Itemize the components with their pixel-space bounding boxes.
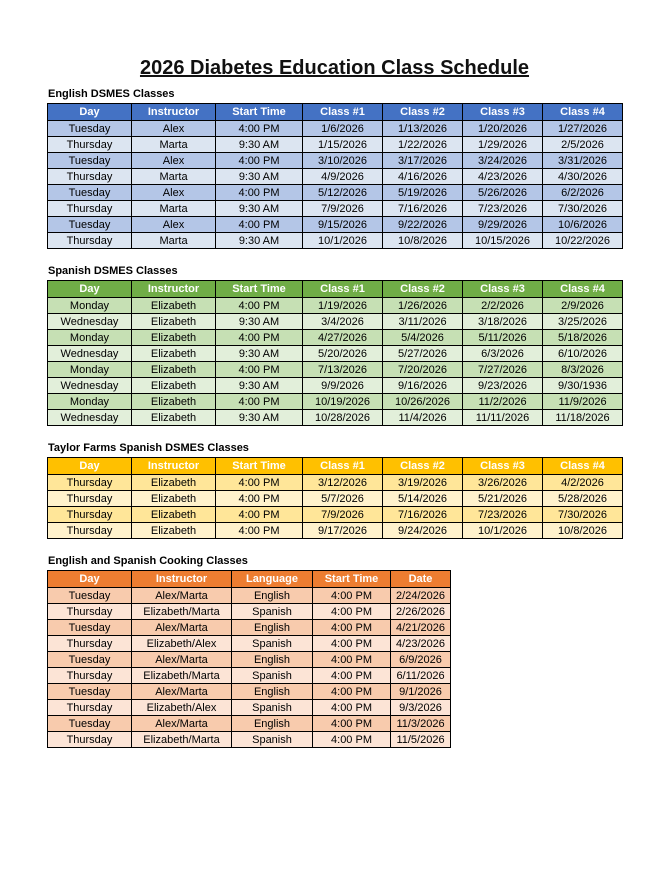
data-cell: 4:00 PM [313, 604, 391, 620]
table-row [48, 378, 623, 394]
data-cell: 1/6/2026 [303, 121, 383, 137]
data-cell: Alex/Marta [132, 684, 232, 700]
data-cell: Spanish [232, 604, 313, 620]
data-cell: Monday [48, 394, 132, 410]
header-cell: Day [48, 571, 132, 588]
data-cell: 3/25/2026 [543, 314, 623, 330]
data-cell: 4/23/2026 [391, 636, 451, 652]
data-cell: Elizabeth/Marta [132, 668, 232, 684]
data-cell: 9:30 AM [216, 346, 303, 362]
data-cell: 6/3/2026 [463, 346, 543, 362]
header-cell: Day [48, 104, 132, 121]
data-cell: Marta [132, 137, 216, 153]
schedule-table [47, 570, 451, 748]
data-cell: 4/9/2026 [303, 169, 383, 185]
data-cell: 3/31/2026 [543, 153, 623, 169]
data-cell: 4:00 PM [216, 394, 303, 410]
data-cell: Alex/Marta [132, 716, 232, 732]
data-cell: 9:30 AM [216, 169, 303, 185]
data-cell: 8/3/2026 [543, 362, 623, 378]
data-cell: 4:00 PM [216, 298, 303, 314]
data-cell: 10/1/2026 [463, 523, 543, 539]
data-cell: 3/19/2026 [383, 475, 463, 491]
data-cell: 9/22/2026 [383, 217, 463, 233]
header-cell: Class #1 [303, 104, 383, 121]
table-section-label: Taylor Farms Spanish DSMES Classes [48, 442, 249, 454]
header-row [48, 571, 451, 588]
table-row [48, 523, 623, 539]
data-cell: English [232, 652, 313, 668]
data-cell: 11/18/2026 [543, 410, 623, 426]
data-cell: Tuesday [48, 217, 132, 233]
data-cell: 9:30 AM [216, 314, 303, 330]
data-cell: 3/12/2026 [303, 475, 383, 491]
data-cell: Marta [132, 169, 216, 185]
data-cell: 5/12/2026 [303, 185, 383, 201]
data-cell: Elizabeth [132, 346, 216, 362]
header-cell: Start Time [216, 104, 303, 121]
data-cell: 7/30/2026 [543, 201, 623, 217]
data-cell: 4:00 PM [313, 636, 391, 652]
data-cell: Alex [132, 121, 216, 137]
table-row [48, 684, 451, 700]
header-cell: Instructor [132, 571, 232, 588]
data-cell: Monday [48, 362, 132, 378]
data-cell: Elizabeth/Marta [132, 732, 232, 748]
table-row [48, 233, 623, 249]
data-cell: Marta [132, 201, 216, 217]
tables-container [47, 88, 622, 748]
header-cell: Class #4 [543, 104, 623, 121]
data-cell: 4:00 PM [313, 732, 391, 748]
data-cell: 10/26/2026 [383, 394, 463, 410]
data-cell: Elizabeth/Marta [132, 604, 232, 620]
data-cell: 2/9/2026 [543, 298, 623, 314]
header-cell: Class #1 [303, 458, 383, 475]
data-cell: 4:00 PM [313, 668, 391, 684]
data-cell: 1/26/2026 [383, 298, 463, 314]
data-cell: 4:00 PM [216, 153, 303, 169]
data-cell: 1/29/2026 [463, 137, 543, 153]
table-row [48, 700, 451, 716]
data-cell: 9:30 AM [216, 233, 303, 249]
data-cell: 4:00 PM [216, 362, 303, 378]
data-cell: 4:00 PM [313, 652, 391, 668]
header-row [48, 104, 623, 121]
table-row [48, 507, 623, 523]
data-cell: English [232, 716, 313, 732]
header-cell: Start Time [216, 458, 303, 475]
data-cell: 4:00 PM [216, 475, 303, 491]
data-cell: English [232, 684, 313, 700]
data-cell: 6/10/2026 [543, 346, 623, 362]
data-cell: Spanish [232, 732, 313, 748]
table-row [48, 153, 623, 169]
data-cell: Thursday [48, 233, 132, 249]
data-cell: 7/9/2026 [303, 201, 383, 217]
data-cell: 7/23/2026 [463, 201, 543, 217]
data-cell: 10/19/2026 [303, 394, 383, 410]
header-cell: Class #4 [543, 281, 623, 298]
table-row [48, 298, 623, 314]
table-section-label: English DSMES Classes [48, 88, 175, 100]
table-row [48, 217, 623, 233]
data-cell: 10/8/2026 [543, 523, 623, 539]
data-cell: 11/4/2026 [383, 410, 463, 426]
header-cell: Class #3 [463, 104, 543, 121]
data-cell: 5/14/2026 [383, 491, 463, 507]
table-row [48, 169, 623, 185]
data-cell: 4/2/2026 [543, 475, 623, 491]
data-cell: Tuesday [48, 153, 132, 169]
header-cell: Instructor [132, 458, 216, 475]
data-cell: 1/19/2026 [303, 298, 383, 314]
data-cell: Tuesday [48, 620, 132, 636]
header-cell: Instructor [132, 104, 216, 121]
data-cell: 3/18/2026 [463, 314, 543, 330]
data-cell: 1/27/2026 [543, 121, 623, 137]
data-cell: 4/30/2026 [543, 169, 623, 185]
data-cell: Elizabeth [132, 314, 216, 330]
data-cell: Tuesday [48, 684, 132, 700]
data-cell: 9/17/2026 [303, 523, 383, 539]
data-cell: 4:00 PM [313, 620, 391, 636]
data-cell: 9/3/2026 [391, 700, 451, 716]
header-row [48, 458, 623, 475]
data-cell: 9/16/2026 [383, 378, 463, 394]
data-cell: Elizabeth [132, 394, 216, 410]
data-cell: 9/1/2026 [391, 684, 451, 700]
header-cell: Start Time [313, 571, 391, 588]
table-row [48, 604, 451, 620]
data-cell: English [232, 588, 313, 604]
data-cell: 5/27/2026 [383, 346, 463, 362]
data-cell: 4:00 PM [313, 716, 391, 732]
data-cell: 5/4/2026 [383, 330, 463, 346]
data-cell: 9/23/2026 [463, 378, 543, 394]
data-cell: Thursday [48, 668, 132, 684]
data-cell: Tuesday [48, 652, 132, 668]
data-cell: 11/3/2026 [391, 716, 451, 732]
data-cell: Thursday [48, 475, 132, 491]
data-cell: Monday [48, 298, 132, 314]
schedule-table [47, 457, 623, 539]
data-cell: 3/11/2026 [383, 314, 463, 330]
header-cell: Day [48, 458, 132, 475]
data-cell: 7/27/2026 [463, 362, 543, 378]
table-row [48, 137, 623, 153]
table-row [48, 201, 623, 217]
data-cell: 3/4/2026 [303, 314, 383, 330]
data-cell: Alex [132, 153, 216, 169]
data-cell: 10/1/2026 [303, 233, 383, 249]
data-cell: 4:00 PM [313, 684, 391, 700]
data-cell: 4:00 PM [216, 491, 303, 507]
data-cell: Elizabeth [132, 475, 216, 491]
data-cell: 6/2/2026 [543, 185, 623, 201]
data-cell: 2/24/2026 [391, 588, 451, 604]
data-cell: Wednesday [48, 346, 132, 362]
data-cell: 6/9/2026 [391, 652, 451, 668]
header-cell: Start Time [216, 281, 303, 298]
data-cell: 4/21/2026 [391, 620, 451, 636]
table-row [48, 394, 623, 410]
data-cell: 9:30 AM [216, 410, 303, 426]
table-row [48, 732, 451, 748]
data-cell: Wednesday [48, 410, 132, 426]
data-cell: Wednesday [48, 314, 132, 330]
data-cell: English [232, 620, 313, 636]
data-cell: 7/30/2026 [543, 507, 623, 523]
data-cell: Thursday [48, 523, 132, 539]
data-cell: Marta [132, 233, 216, 249]
table-row [48, 362, 623, 378]
table-row [48, 588, 451, 604]
data-cell: 4:00 PM [313, 700, 391, 716]
header-cell: Class #2 [383, 104, 463, 121]
data-cell: Spanish [232, 700, 313, 716]
data-cell: 4/16/2026 [383, 169, 463, 185]
data-cell: Spanish [232, 668, 313, 684]
data-cell: Alex/Marta [132, 588, 232, 604]
data-cell: 5/18/2026 [543, 330, 623, 346]
page-title: 2026 Diabetes Education Class Schedule [139, 57, 530, 79]
data-cell: 2/26/2026 [391, 604, 451, 620]
data-cell: 1/20/2026 [463, 121, 543, 137]
data-cell: Alex/Marta [132, 620, 232, 636]
table-row [48, 330, 623, 346]
data-cell: 5/26/2026 [463, 185, 543, 201]
data-cell: 9/29/2026 [463, 217, 543, 233]
data-cell: Elizabeth [132, 507, 216, 523]
data-cell: 7/9/2026 [303, 507, 383, 523]
table-row [48, 636, 451, 652]
header-row [48, 281, 623, 298]
data-cell: 10/22/2026 [543, 233, 623, 249]
data-cell: 4/23/2026 [463, 169, 543, 185]
data-cell: 4:00 PM [216, 217, 303, 233]
table-section-label: English and Spanish Cooking Classes [48, 555, 248, 567]
data-cell: 10/28/2026 [303, 410, 383, 426]
data-cell: Monday [48, 330, 132, 346]
data-cell: Thursday [48, 201, 132, 217]
table-row [48, 475, 623, 491]
data-cell: 7/16/2026 [383, 507, 463, 523]
data-cell: Thursday [48, 169, 132, 185]
data-cell: 4:00 PM [216, 330, 303, 346]
data-cell: 11/9/2026 [543, 394, 623, 410]
data-cell: Elizabeth [132, 378, 216, 394]
data-cell: Tuesday [48, 588, 132, 604]
header-cell: Class #3 [463, 281, 543, 298]
table-section [47, 88, 622, 249]
table-row [48, 716, 451, 732]
data-cell: 1/13/2026 [383, 121, 463, 137]
data-cell: 9:30 AM [216, 137, 303, 153]
table-row [48, 652, 451, 668]
data-cell: 10/8/2026 [383, 233, 463, 249]
data-cell: Elizabeth [132, 523, 216, 539]
data-cell: 2/5/2026 [543, 137, 623, 153]
data-cell: 4:00 PM [216, 507, 303, 523]
data-cell: Elizabeth/Alex [132, 636, 232, 652]
data-cell: 4:00 PM [216, 121, 303, 137]
data-cell: 11/2/2026 [463, 394, 543, 410]
header-cell: Day [48, 281, 132, 298]
data-cell: 10/6/2026 [543, 217, 623, 233]
data-cell: 5/11/2026 [463, 330, 543, 346]
data-cell: 3/24/2026 [463, 153, 543, 169]
data-cell: 9/24/2026 [383, 523, 463, 539]
table-row [48, 410, 623, 426]
data-cell: Elizabeth [132, 410, 216, 426]
table-row [48, 346, 623, 362]
data-cell: 3/17/2026 [383, 153, 463, 169]
data-cell: 9/30/1936 [543, 378, 623, 394]
header-cell: Class #1 [303, 281, 383, 298]
data-cell: Alex [132, 185, 216, 201]
data-cell: 3/10/2026 [303, 153, 383, 169]
data-cell: Elizabeth [132, 491, 216, 507]
table-row [48, 668, 451, 684]
header-cell: Class #4 [543, 458, 623, 475]
table-row [48, 491, 623, 507]
data-cell: Elizabeth/Alex [132, 700, 232, 716]
data-cell: Spanish [232, 636, 313, 652]
data-cell: 1/22/2026 [383, 137, 463, 153]
data-cell: 7/20/2026 [383, 362, 463, 378]
data-cell: 6/11/2026 [391, 668, 451, 684]
data-cell: Elizabeth [132, 362, 216, 378]
data-cell: 5/21/2026 [463, 491, 543, 507]
data-cell: Wednesday [48, 378, 132, 394]
data-cell: 9:30 AM [216, 201, 303, 217]
data-cell: Tuesday [48, 716, 132, 732]
header-cell: Language [232, 571, 313, 588]
data-cell: 5/28/2026 [543, 491, 623, 507]
data-cell: Thursday [48, 507, 132, 523]
data-cell: Thursday [48, 732, 132, 748]
data-cell: 2/2/2026 [463, 298, 543, 314]
data-cell: Tuesday [48, 121, 132, 137]
schedule-table [47, 280, 623, 426]
data-cell: Alex [132, 217, 216, 233]
data-cell: Elizabeth [132, 330, 216, 346]
data-cell: 1/15/2026 [303, 137, 383, 153]
data-cell: 7/16/2026 [383, 201, 463, 217]
data-cell: 9:30 AM [216, 378, 303, 394]
header-cell: Class #2 [383, 281, 463, 298]
data-cell: Thursday [48, 491, 132, 507]
schedule-table [47, 103, 623, 249]
data-cell: Tuesday [48, 185, 132, 201]
data-cell: 4/27/2026 [303, 330, 383, 346]
table-row [48, 121, 623, 137]
table-section [47, 555, 622, 748]
header-cell: Class #3 [463, 458, 543, 475]
data-cell: 5/20/2026 [303, 346, 383, 362]
data-cell: Thursday [48, 700, 132, 716]
data-cell: 11/11/2026 [463, 410, 543, 426]
data-cell: 7/23/2026 [463, 507, 543, 523]
data-cell: Thursday [48, 636, 132, 652]
table-section [47, 442, 622, 539]
header-cell: Date [391, 571, 451, 588]
table-row [48, 620, 451, 636]
data-cell: 10/15/2026 [463, 233, 543, 249]
data-cell: 11/5/2026 [391, 732, 451, 748]
table-row [48, 185, 623, 201]
data-cell: 9/15/2026 [303, 217, 383, 233]
data-cell: 4:00 PM [313, 588, 391, 604]
data-cell: Thursday [48, 604, 132, 620]
data-cell: 5/19/2026 [383, 185, 463, 201]
data-cell: 5/7/2026 [303, 491, 383, 507]
data-cell: 4:00 PM [216, 523, 303, 539]
data-cell: 7/13/2026 [303, 362, 383, 378]
data-cell: 9/9/2026 [303, 378, 383, 394]
table-row [48, 314, 623, 330]
data-cell: Elizabeth [132, 298, 216, 314]
data-cell: 3/26/2026 [463, 475, 543, 491]
header-cell: Class #2 [383, 458, 463, 475]
header-cell: Instructor [132, 281, 216, 298]
data-cell: Alex/Marta [132, 652, 232, 668]
table-section [47, 265, 622, 426]
data-cell: Thursday [48, 137, 132, 153]
data-cell: 4:00 PM [216, 185, 303, 201]
table-section-label: Spanish DSMES Classes [48, 265, 178, 277]
